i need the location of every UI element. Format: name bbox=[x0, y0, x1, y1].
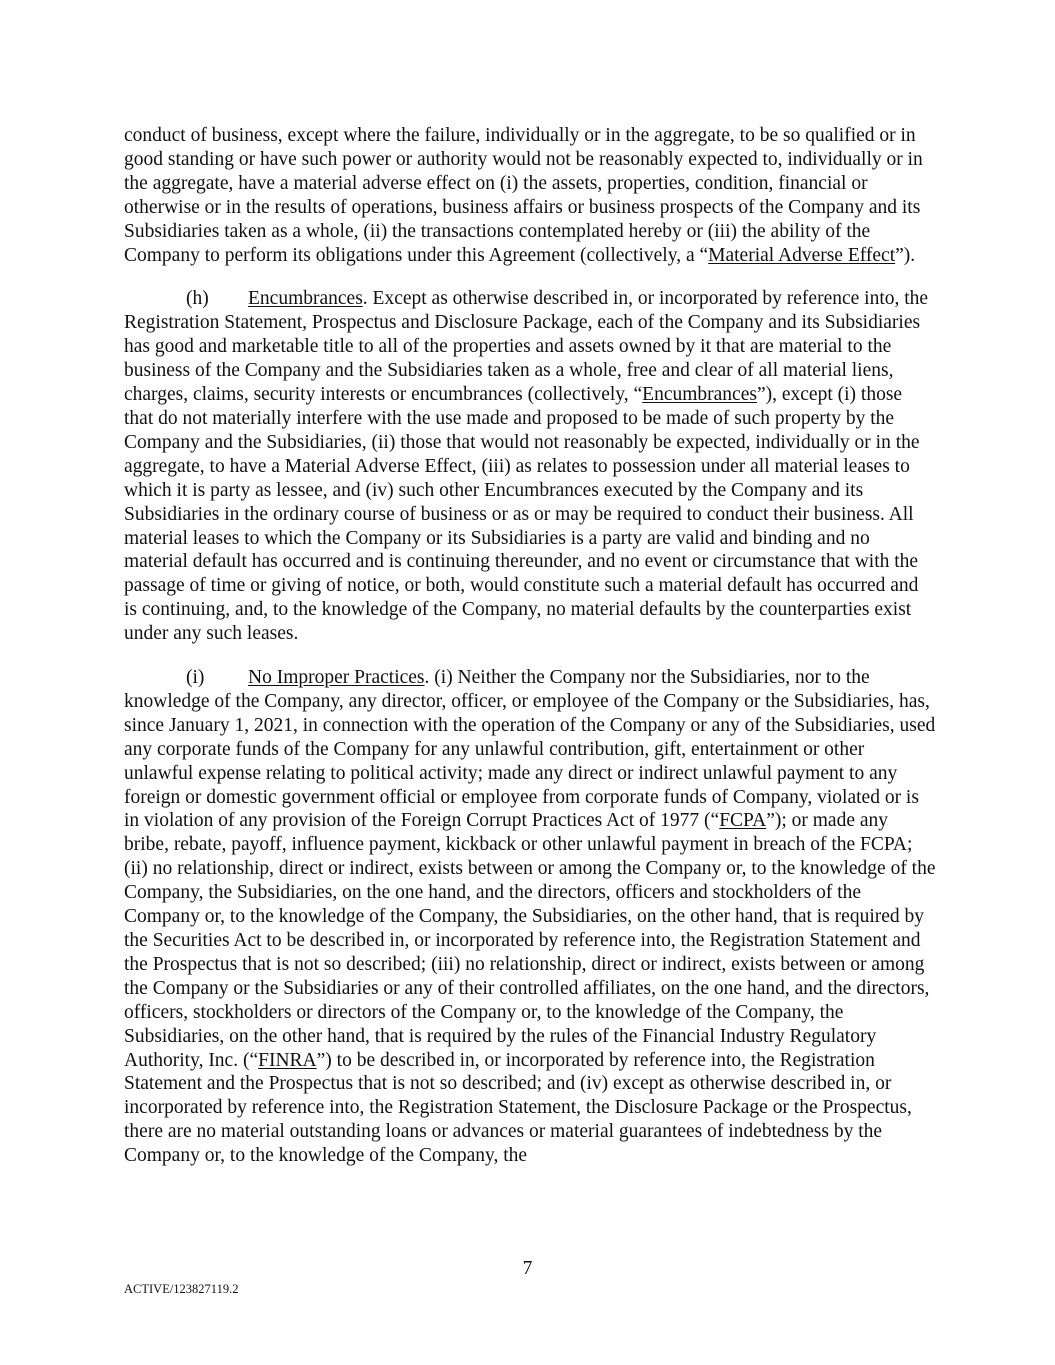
document-body bbox=[124, 124, 941, 1188]
paragraph-continuation bbox=[124, 124, 936, 267]
section-heading: Encumbrances bbox=[248, 288, 363, 310]
defined-term-material-adverse-effect: Material Adverse Effect bbox=[708, 244, 896, 266]
section-label: (h) bbox=[186, 288, 209, 310]
paragraph-text: ”); or made any bribe, rebate, payoff, influence payment, kickback or other unlawful payment in breach of the FCPA; (ii) no relationship, direct or indirect, exists between or among the Company or, to the knowledge of the Company, the Subsidiaries, on the one hand, and the directors, officers and stockholders of the Company or, to the knowledge of the Company, the Subsidiaries, on the other hand, that is required by the Securities Act to be described in, or incorporated by reference into, the Registration Statement and the Prospectus that is not so described; (iii) no relationship, direct or indirect, exists between or among the Company or the Subsidiaries or any of their controlled affiliates, on the one hand, and the directors, officers, stockholders or directors of the Company or, to the knowledge of the Company, the Subsidiaries, on the other hand, that is required by the rules of the Financial Industry Regulatory Authority, Inc. (“ bbox=[124, 810, 941, 1071]
document-id: ACTIVE/123827119.2 bbox=[124, 1282, 239, 1296]
page-number: 7 bbox=[522, 1258, 533, 1279]
section-h-encumbrances bbox=[124, 287, 936, 646]
paragraph-text: ”) to be described in, or incorporated by reference into, the Registration Statement and the Prospectus that is not so described; and (iv) except as otherwise described in, or incorporated by reference into, the Registration Statement, the Disclosure Package or the Prospectus, there are no material outstanding loans or advances or material guarantees of indebtedness by the Company or, to the knowledge of the Company, the bbox=[124, 1049, 917, 1167]
defined-term-finra: FINRA bbox=[258, 1049, 317, 1071]
paragraph-text: ”). bbox=[895, 244, 916, 266]
paragraph-text: conduct of business, except where the failure, individually or in the aggregate, to be so qualified or in good standing or have such power or authority would not be reasonably expected to, individually or in the aggregate, have a material adverse effect on (i) the assets, properties, condition, financial or otherwise or in the results of operations, business affairs or business prospects of the Company and its Subsidiaries taken as a whole, (ii) the transactions contemplated hereby or (iii) the ability of the Company to perform its obligations under this Agreement (collectively, a “ bbox=[124, 125, 928, 266]
section-heading: No Improper Practices bbox=[248, 667, 425, 689]
defined-term-fcpa: FCPA bbox=[719, 810, 767, 832]
defined-term-encumbrances: Encumbrances bbox=[642, 384, 757, 406]
paragraph-text: ”), except (i) those that do not materially interfere with the use made and proposed to be made of such property by the Company and the Subsidiaries, (ii) those that would not reasonably be expected, individually or in the aggregate, to have a Material Adverse Effect, (iii) as relates to possession under all material leases to which it is party as lessee, and (iv) such other Encumbrances executed by the Company and its Subsidiaries in the ordinary course of business or as or may be required to conduct their business. All material leases to which the Company or its Subsidiaries is a party are valid and binding and no material default has occurred and is continuing thereunder, and no event or circumstance that with the passage of time or giving of notice, or both, would constitute such a material default has occurred and is continuing, and, to the knowledge of the Company, no material defaults by the counterparties exist under any such leases. bbox=[124, 384, 925, 645]
paragraph-text: . (i) Neither the Company nor the Subsidiaries, nor to the knowledge of the Company, any director, officer, or employee of the Company or the Subsidiaries, has, since January 1, 2021, in connection with the operation of the Company or any of the Subsidiaries, used any corporate funds of the Company for any unlawful contribution, gift, entertainment or other unlawful expense relating to political activity; made any direct or indirect unlawful payment to any foreign or domestic government official or employee from corporate funds of Company, violated or is in violation of any provision of the Foreign Corrupt Practices Act of 1977 (“ bbox=[124, 667, 941, 832]
section-label: (i) bbox=[186, 667, 205, 689]
paragraph-text: . Except as otherwise described in, or incorporated by reference into, the Registration Statement, Prospectus and Disclosure Package, each of the Company and its Subsidiaries has good and marketable title to all of the properties and assets owned by it that are material to the business of the Company and the Subsidiaries taken as a whole, free and clear of all material liens, charges, claims, security interests or encumbrances (collectively, “ bbox=[124, 288, 933, 406]
section-i-no-improper-practices bbox=[124, 666, 941, 1168]
